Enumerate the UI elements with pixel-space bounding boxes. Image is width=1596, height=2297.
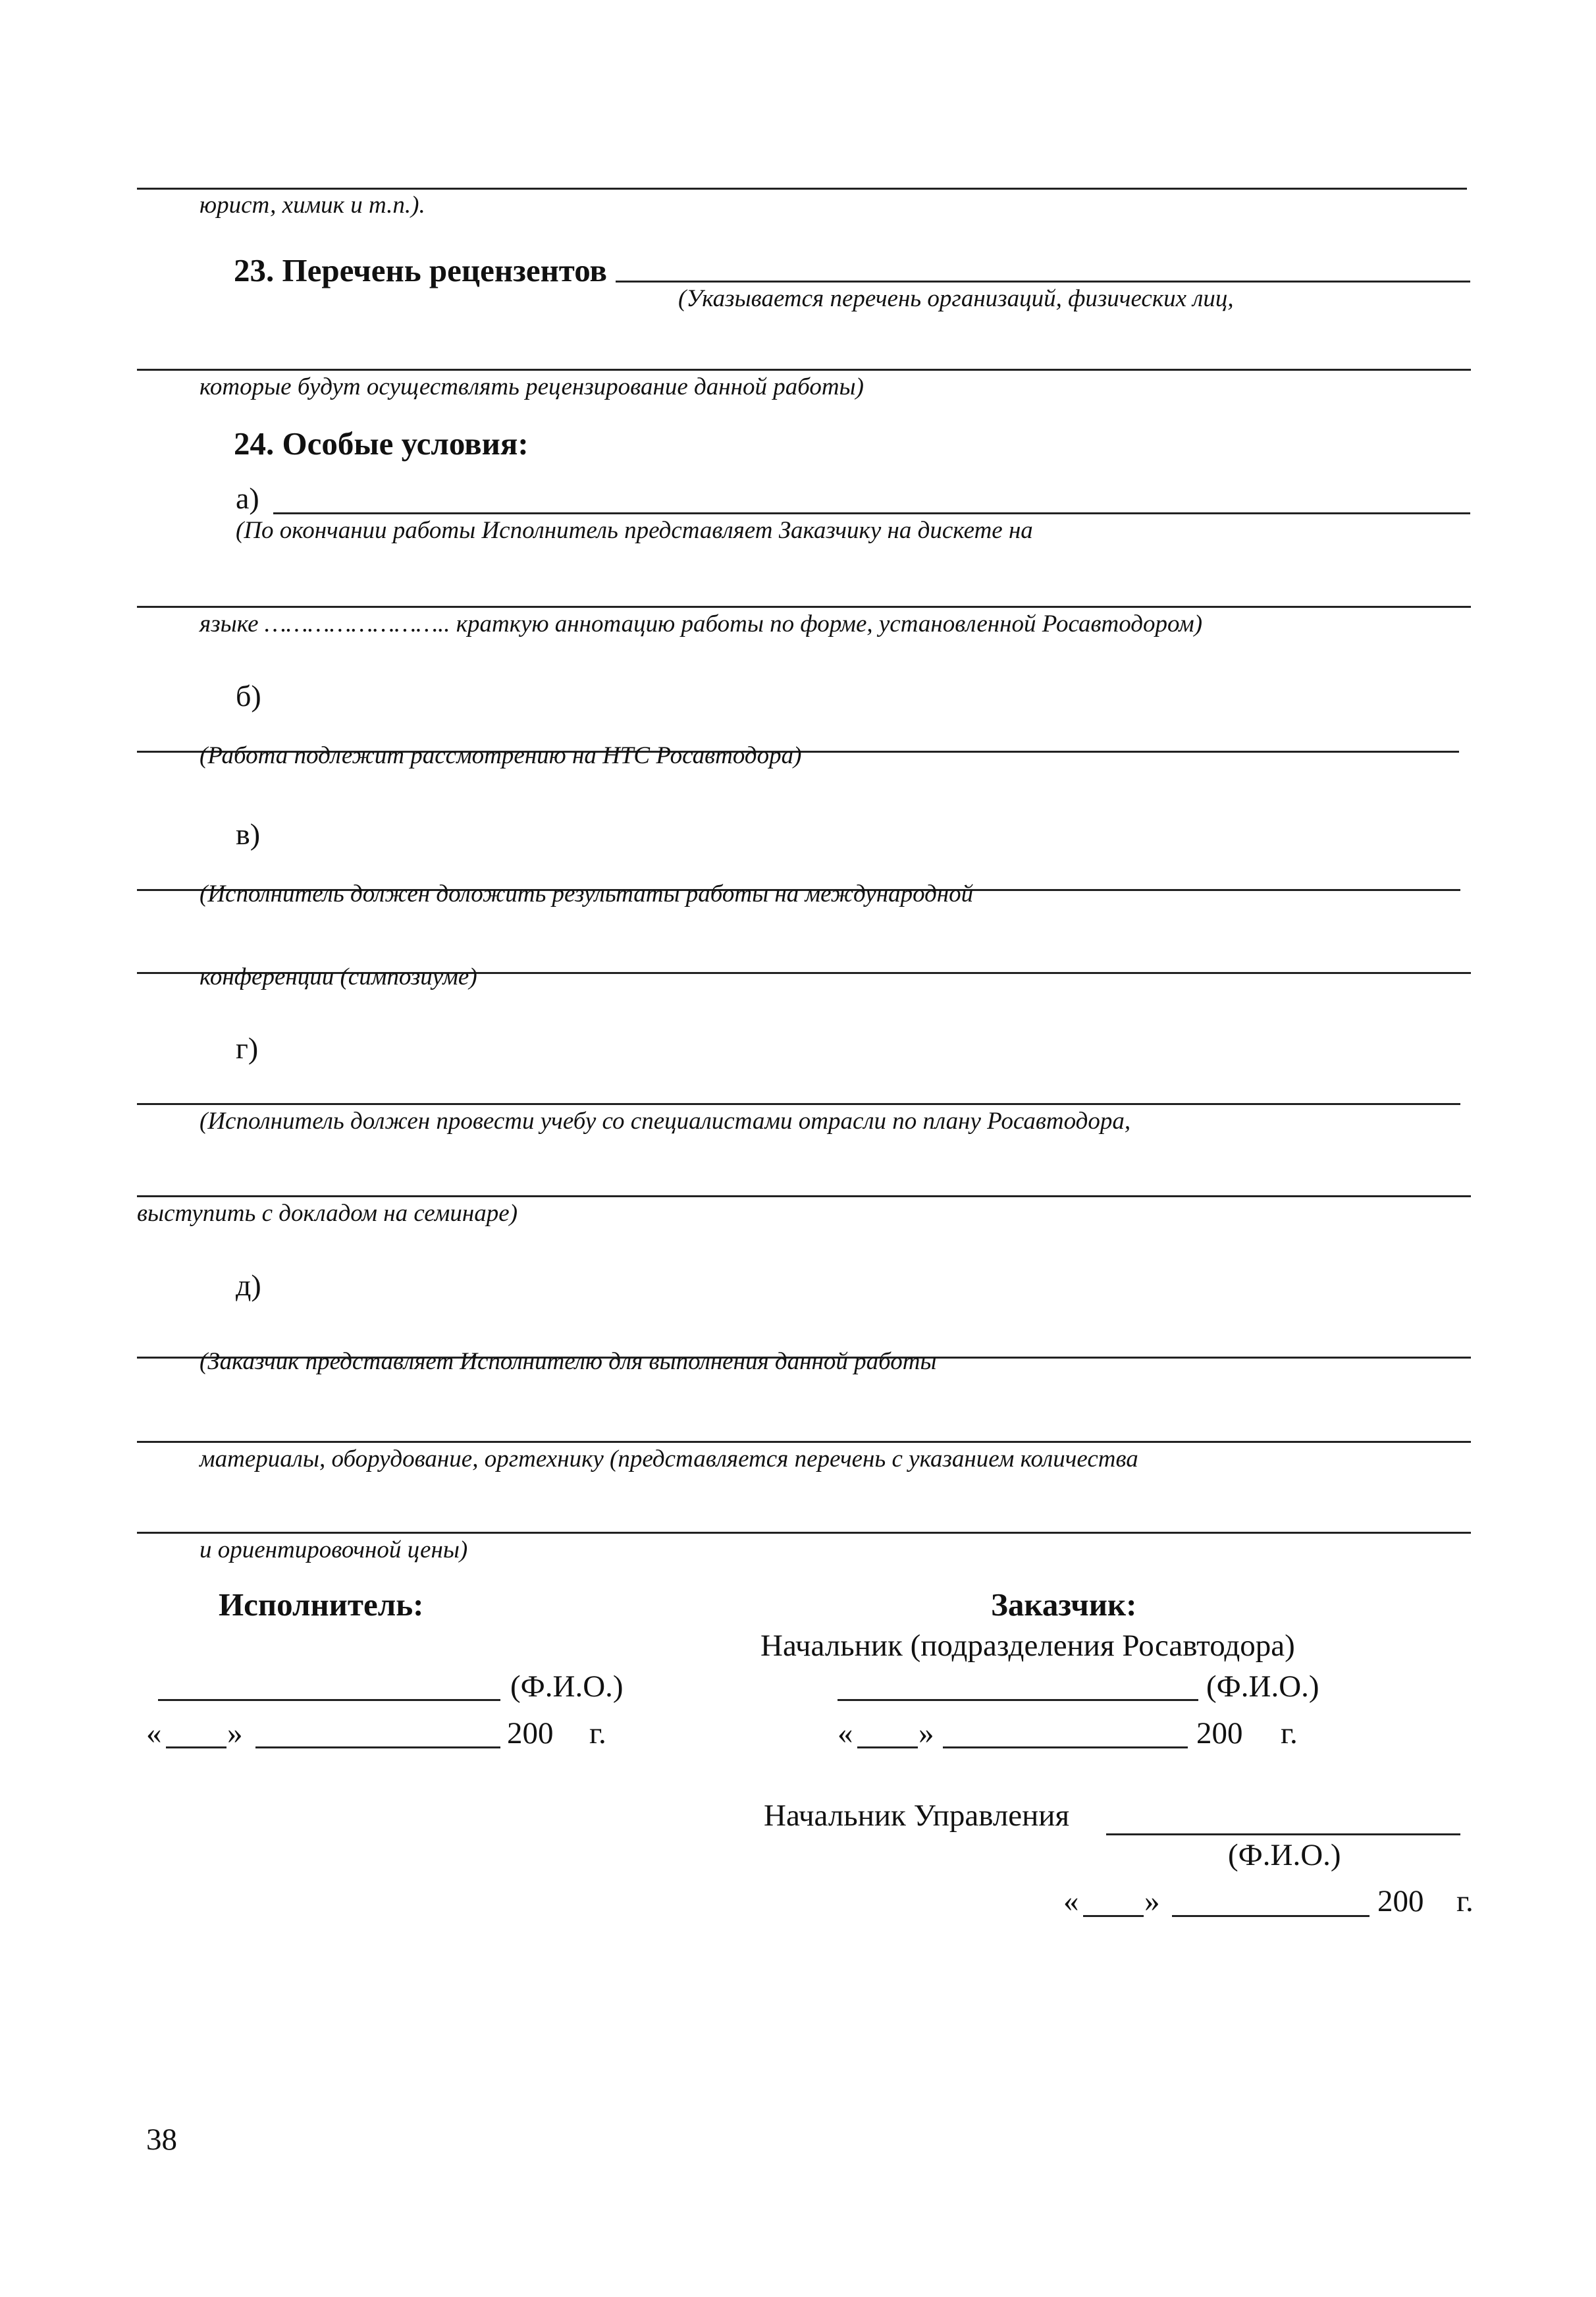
item-a-hint-2: языке …………………….. краткую аннотацию работы по форме, установленной Росавтодором) — [200, 610, 1203, 637]
customer-fio: (Ф.И.О.) — [1206, 1669, 1319, 1704]
customer-date-year: 200 — [1196, 1716, 1243, 1750]
page-number: 38 — [146, 2122, 177, 2157]
item-b-label: б) — [236, 679, 261, 713]
section-23-hint-1: (Указывается перечень организаций, физических лиц, — [678, 285, 1234, 312]
item-g-label: г) — [236, 1031, 259, 1065]
item-d-rule-3 — [137, 1532, 1471, 1534]
item-a-hint-1: (По окончании работы Исполнитель представляет Заказчику на дискете на — [236, 517, 1033, 544]
section-23-rule-2 — [137, 369, 1471, 371]
executor-date-year: 200 — [507, 1716, 554, 1750]
item-a-fill-line — [273, 512, 1470, 514]
item-d-hint-2: материалы, оборудование, оргтехнику (представляется перечень с указанием количества — [200, 1446, 1138, 1473]
head-date-month-line — [1172, 1915, 1370, 1917]
customer-date-day-line — [857, 1746, 918, 1748]
item-g-hint-1: (Исполнитель должен провести учебу со специалистами отрасли по плану Росавтодора, — [200, 1108, 1131, 1135]
item-v-label: в) — [236, 817, 261, 851]
customer-date-quote-open: « — [838, 1716, 853, 1750]
section-23-title: 23. Перечень рецензентов — [234, 252, 607, 288]
item-g-rule-1 — [137, 1103, 1460, 1105]
top-note: юрист, химик и т.п.). — [200, 192, 425, 219]
item-v-hint-1: (Исполнитель должен доложить результаты работы на международной — [200, 880, 974, 907]
customer-date-year-suffix: г. — [1281, 1716, 1298, 1750]
executor-title: Исполнитель: — [219, 1586, 424, 1623]
customer-title: Заказчик: — [991, 1586, 1137, 1623]
section-23-fill-line — [616, 281, 1470, 283]
executor-date-day-line — [166, 1746, 226, 1748]
item-b-hint-1: (Работа подлежит рассмотрению на НТС Росавтодора) — [200, 742, 802, 769]
customer-signature-line — [838, 1699, 1198, 1701]
executor-date-month-line — [255, 1746, 500, 1748]
item-a-rule-2 — [137, 606, 1471, 608]
item-g-rule-2 — [137, 1195, 1471, 1197]
section-24-title: 24. Особые условия: — [234, 425, 529, 462]
executor-signature-line — [158, 1699, 500, 1701]
customer-date-month-line — [943, 1746, 1188, 1748]
head-date-quote-open: « — [1063, 1884, 1079, 1918]
head-of-department-label: Начальник Управления — [764, 1798, 1070, 1833]
head-fio: (Ф.И.О.) — [1228, 1838, 1341, 1872]
head-date-day-line — [1083, 1915, 1144, 1917]
item-d-hint-1: (Заказчик представляет Исполнителю для выполнения данной работы — [200, 1348, 937, 1375]
customer-role: Начальник (подразделения Росавтодора) — [760, 1629, 1295, 1663]
head-date-year: 200 — [1377, 1884, 1424, 1918]
item-d-rule-2 — [137, 1441, 1471, 1443]
executor-date-quote-open: « — [146, 1716, 162, 1750]
section-23-hint-2: которые будут осуществлять рецензирование данной работы) — [200, 373, 864, 400]
item-d-label: д) — [236, 1268, 261, 1302]
head-date-quote-close: » — [1144, 1884, 1160, 1918]
executor-fio: (Ф.И.О.) — [510, 1669, 624, 1704]
executor-date-quote-close: » — [227, 1716, 243, 1750]
executor-date-year-suffix: г. — [589, 1716, 606, 1750]
item-d-hint-3: и ориентировочной цены) — [200, 1536, 468, 1563]
item-v-hint-2: конференции (симпозиуме) — [200, 963, 477, 990]
customer-date-quote-close: » — [918, 1716, 934, 1750]
head-signature-line — [1106, 1833, 1460, 1835]
head-date-year-suffix: г. — [1456, 1884, 1474, 1918]
item-a-label: а) — [236, 481, 259, 515]
item-g-hint-2: выступить с докладом на семинаре) — [137, 1200, 518, 1227]
top-rule — [137, 188, 1467, 190]
